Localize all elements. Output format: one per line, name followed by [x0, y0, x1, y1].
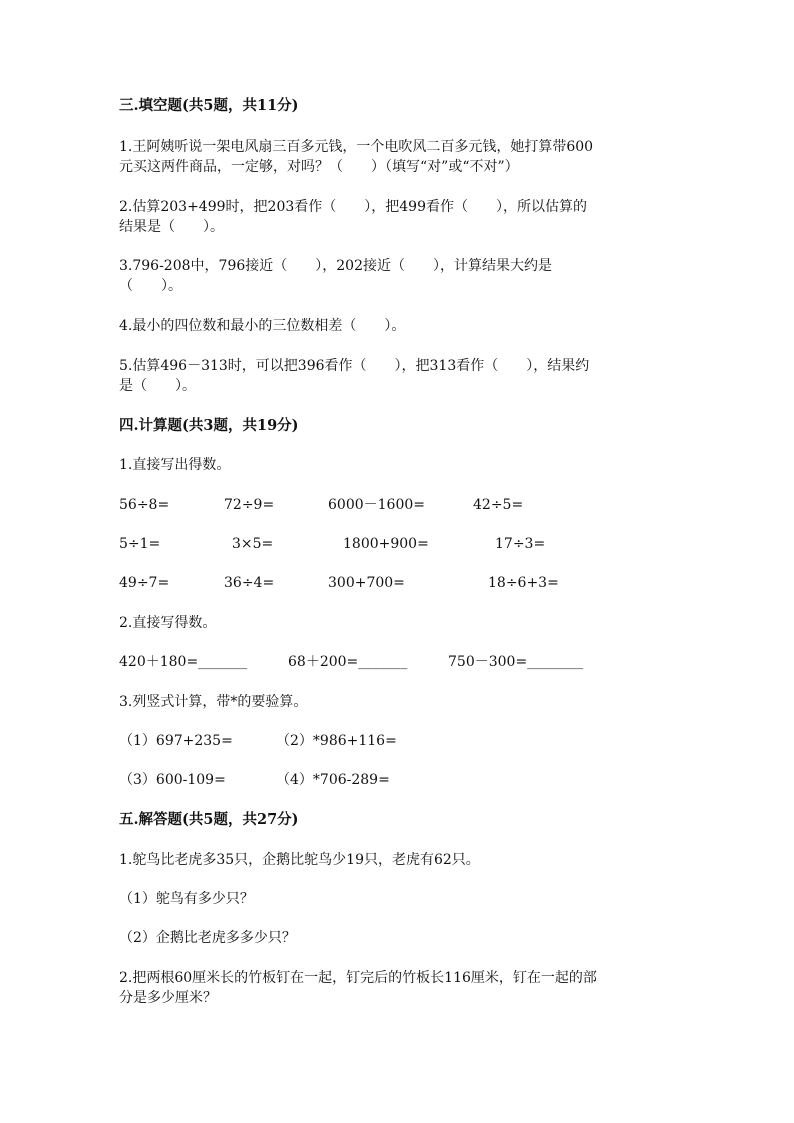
calc-cell: 3×5=	[232, 536, 274, 552]
s5-q1: 1.鸵鸟比老虎多35只，企鹅比鸵鸟少19只，老虎有62只。	[119, 852, 480, 868]
calc-cell: 17÷3=	[495, 536, 546, 552]
s3-q5-line1: 5.估算496－313时，可以把396看作（ ），把313看作（ ），结果约	[119, 358, 590, 374]
fill-item: 68＋200=_______	[288, 654, 408, 670]
s5-q1-sub2: （2）企鹅比老虎多多少只？	[119, 930, 296, 946]
section-5-title: 五.解答题(共5题，共27分)	[119, 811, 299, 828]
calc-cell: 1800+900=	[343, 536, 429, 552]
s3-q1-line2: 元买这两件商品，一定够，对吗？（ ）（填写“对”或“不对”）	[119, 159, 519, 175]
calc-cell: 300+700=	[328, 575, 405, 591]
calc-cell: 42÷5=	[473, 497, 524, 513]
vertical-calc-item: （2）*986+116=	[276, 733, 397, 749]
s5-q2-line1: 2.把两根60厘米长的竹板钉在一起，钉完后的竹板长116厘米，钉在一起的部	[119, 970, 597, 986]
s4-q1-title: 1.直接写出得数。	[119, 457, 231, 473]
s3-q4: 4.最小的四位数和最小的三位数相差（ ）。	[119, 318, 406, 334]
calc-cell: 5÷1=	[119, 536, 161, 552]
s5-q2-line2: 分是多少厘米？	[119, 990, 217, 1006]
s3-q2-line2: 结果是（ ）。	[119, 219, 224, 235]
vertical-calc-item: （4）*706-289=	[276, 772, 390, 788]
s4-q2-title: 2.直接写得数。	[119, 615, 217, 631]
section-3-title: 三.填空题(共5题，共11分)	[119, 97, 299, 114]
s3-q5-line2: 是（ ）。	[119, 378, 196, 394]
calc-cell: 56÷8=	[119, 497, 170, 513]
calc-cell: 18÷6+3=	[488, 575, 559, 591]
vertical-calc-item: （1）697+235=	[119, 733, 233, 749]
fill-item: 420＋180=_______	[119, 654, 248, 670]
s3-q2-line1: 2.估算203+499时，把203看作（ ），把499看作（ ），所以估算的	[119, 199, 587, 215]
calc-cell: 72÷9=	[224, 497, 275, 513]
section-4-title: 四.计算题(共3题，共19分)	[119, 417, 299, 434]
calc-cell: 36÷4=	[224, 575, 275, 591]
fill-item: 750－300=________	[448, 654, 584, 670]
s4-q3-title: 3.列竖式计算，带*的要验算。	[119, 694, 308, 710]
s3-q3-line2: （ ）。	[119, 278, 182, 294]
s5-q1-sub1: （1）鸵鸟有多少只？	[119, 891, 254, 907]
calc-cell: 49÷7=	[119, 575, 170, 591]
vertical-calc-item: （3）600-109=	[119, 772, 226, 788]
calc-cell: 6000－1600=	[328, 497, 425, 513]
s3-q1-line1: 1.王阿姨听说一架电风扇三百多元钱，一个电吹风二百多元钱，她打算带600	[119, 139, 594, 155]
s3-q3-line1: 3.796-208中，796接近（ ），202接近（ ），计算结果大约是	[119, 258, 552, 274]
